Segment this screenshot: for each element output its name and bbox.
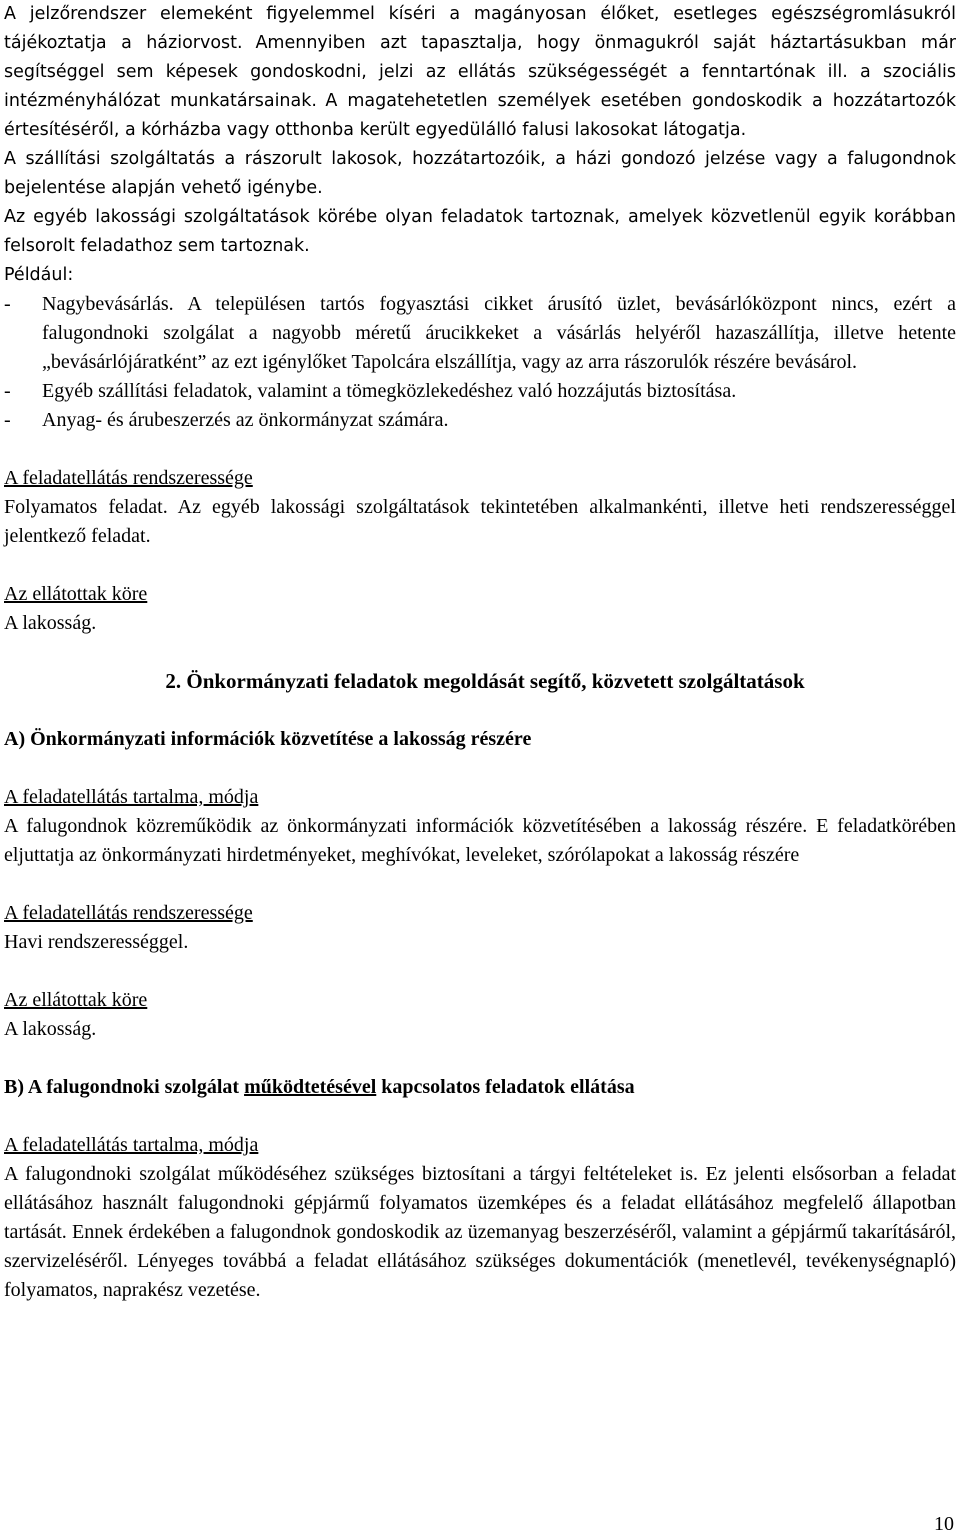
intro-sentence-2: Amennyiben azt tapasztalja, hogy önmagukról saját háztartásukban már segítséggel sem képesek gondoskodni, jelzi az ellátás szükségességét a fenntartónak ill. a szociális intézményhálózat munkatársainak.	[4, 33, 957, 111]
section-heading: A feladatellátás tartalma, módja	[4, 1134, 259, 1156]
dash-marker: -	[4, 293, 11, 315]
intro-sentence-3: A magatehetetlen személyek esetében gondoskodik a hozzátartozók értesítéséről, a kórházba vagy otthonba került egyedülálló falusi lakosokat látogatja.	[4, 91, 956, 140]
section-heading: A feladatellátás tartalma, módja	[4, 786, 259, 808]
section-heading: A feladatellátás rendszeressége	[4, 902, 253, 924]
dash-marker: -	[4, 380, 11, 402]
subsection-title-a: A) Önkormányzati információk közvetítése a lakosság részére	[4, 728, 532, 750]
other-services-paragraph: Az egyéb lakossági szolgáltatások körébe olyan feladatok tartoznak, amelyek közvetlenül egyik korábban felsorolt feladathoz sem tartoznak.	[4, 207, 956, 256]
list-item-text: Anyag- és árubeszerzés az önkormányzat számára.	[42, 409, 449, 431]
section-text: Havi rendszerességgel.	[4, 931, 189, 953]
section-text: A lakosság.	[4, 612, 97, 634]
example-list	[4, 290, 956, 435]
list-item-text: Egyéb szállítási feladatok, valamint a tömegközlekedéshez való hozzájutás biztosítása.	[42, 380, 737, 402]
list-item-text: A településen tartós fogyasztási cikket árusító üzlet, bevásárlóközpont nincs, ezért a falugondnoki szolgálat a nagyobb méretű árucikkeket a vásárlás helyéről hazaszállítja, illetve hetente „bevásárlójáratként” az ezt igénylőket Tapolcára elszállítja, vagy az arra rászorulók részére bevásárol.	[42, 293, 956, 373]
chapter-title: 2. Önkormányzati feladatok megoldását segítő, közvetett szolgáltatások	[165, 669, 805, 693]
list-item	[4, 377, 956, 406]
page-number: 10	[934, 1513, 954, 1535]
subsection-title-b: B) A falugondnoki szolgálat működtetésével kapcsolatos feladatok ellátása	[4, 1076, 635, 1098]
list-item	[4, 406, 956, 435]
dash-marker: -	[4, 409, 11, 431]
transport-paragraph: A szállítási szolgáltatás a rászorult lakosok, hozzátartozóik, a házi gondozó jelzése vagy a falugondnok bejelentése alapján vehető igénybe.	[4, 149, 956, 198]
section-text: A lakosság.	[4, 1018, 97, 1040]
section-text: A falugondnok közreműködik az önkormányzati információk közvetítésében a lakosság részére. E feladatkörében eljuttatja az önkormányzati hirdetményeket, meghívókat, leveleket, szórólapokat a lakosság részére	[4, 815, 956, 866]
list-item-lead: Nagybevásárlás.	[42, 293, 174, 315]
section-text: A falugondnoki szolgálat működéséhez szükséges biztosítani a tárgyi feltételeket is. Ez jelenti elsősorban a feladat ellátásához használt falugondnoki gépjármű folyamatos üzemképes és a feladat ellátásához megfelelő állapotban tartását. Ennek érdekében a falugondnok gondoskodik az üzemanyag beszerzéséről, valamint a gépjármű takarításáról, szervizeléséről. Lényeges továbbá a feladat ellátásához szükséges dokumentációk (menetlevél, tevékenységnapló) folyamatos, naprakész vezetése.	[4, 1163, 956, 1301]
intro-sentence-1: A jelzőrendszer elemeként figyelemmel kíséri a magányosan élőket, esetleges egészségromlásukról tájékoztatja a háziorvost.	[4, 4, 956, 53]
section-heading: Az ellátottak köre	[4, 583, 148, 605]
section-heading: Az ellátottak köre	[4, 989, 148, 1011]
example-label: Például:	[4, 265, 74, 285]
section-text: Folyamatos feladat. Az egyéb lakossági szolgáltatások tekintetében alkalmankénti, illetve heti rendszerességgel jelentkező feladat.	[4, 496, 956, 547]
intro-paragraph	[4, 0, 956, 145]
list-item	[4, 290, 956, 377]
document-page	[4, 0, 956, 1305]
section-heading: A feladatellátás rendszeressége	[4, 467, 253, 489]
